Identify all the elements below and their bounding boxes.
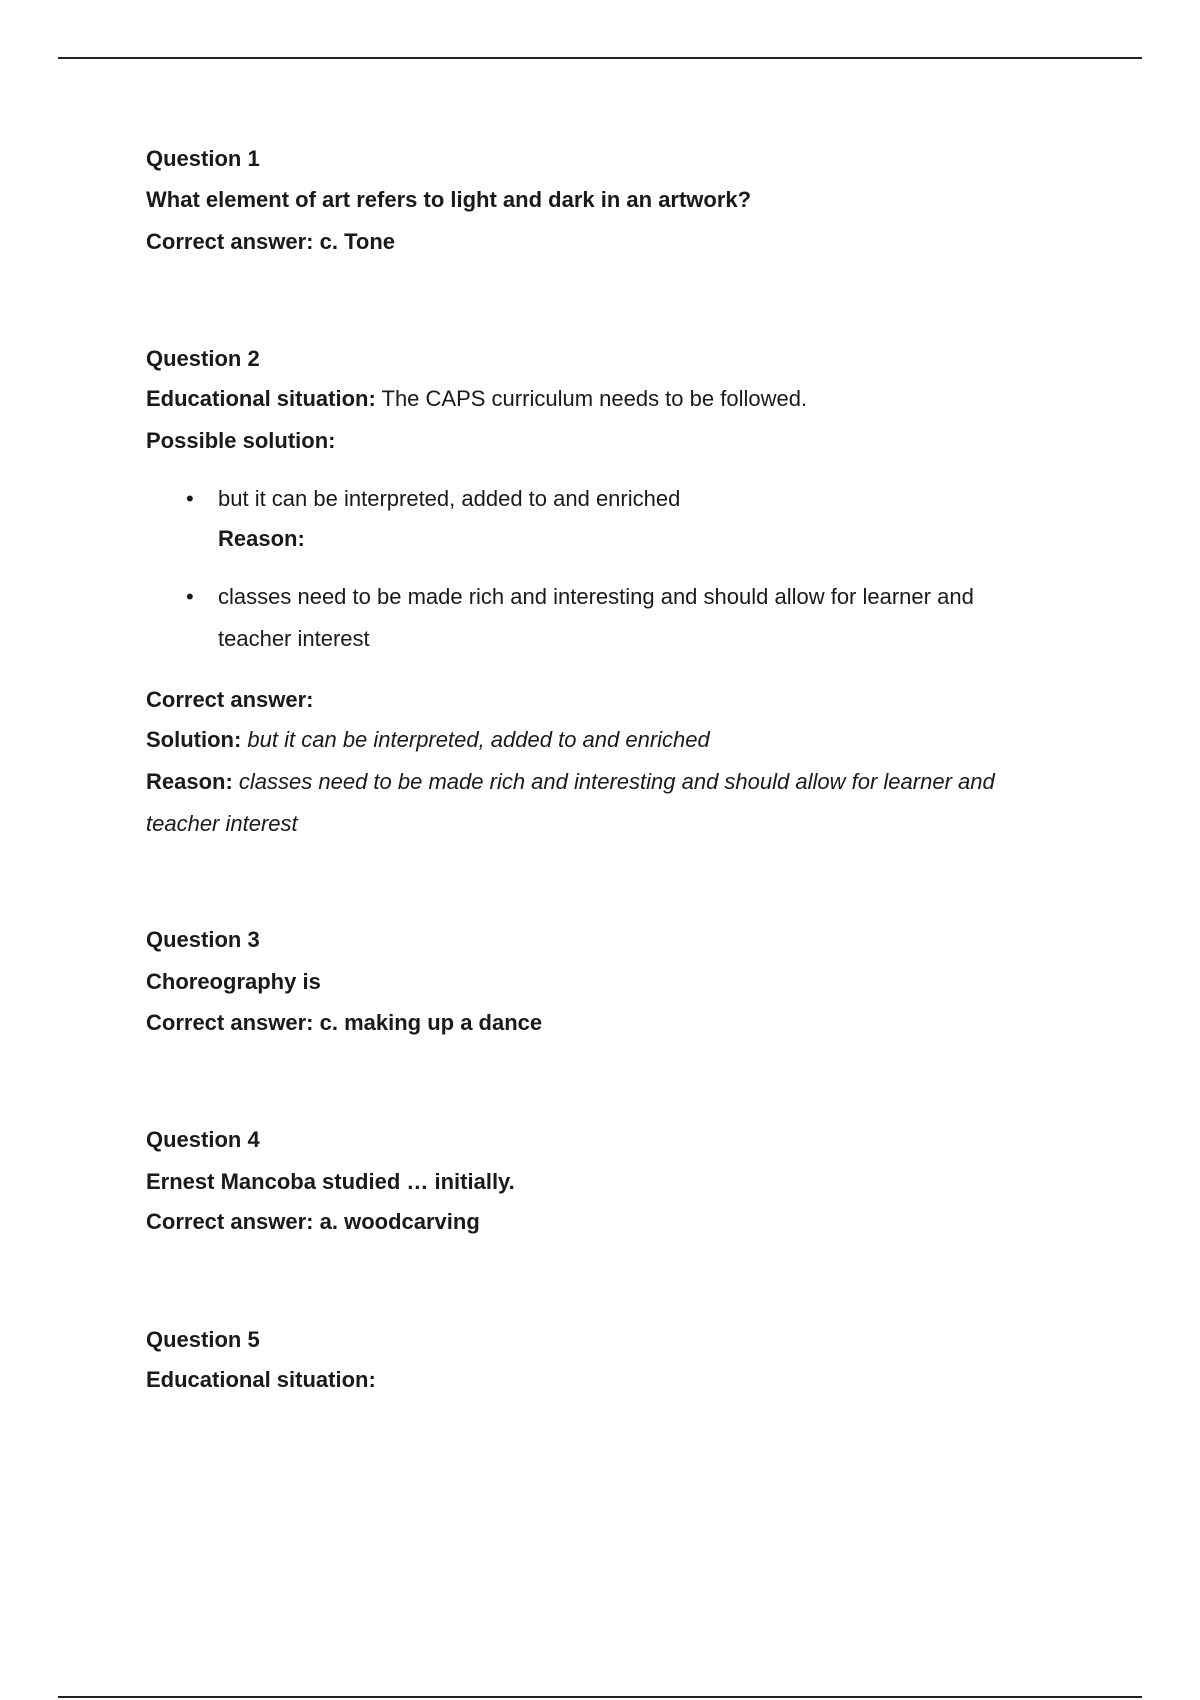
list-item: [146, 584, 1106, 654]
list-item: [146, 486, 1106, 556]
question-1-heading: Question 1: [146, 146, 260, 171]
reason-line: [146, 769, 995, 795]
question-2-situation: [146, 386, 807, 412]
question-5-situation-label: Educational situation:: [146, 1367, 376, 1392]
question-4-answer: Correct answer: a. woodcarving: [146, 1209, 480, 1234]
reason-text-continued: teacher interest: [146, 811, 298, 836]
question-5-heading: Question 5: [146, 1327, 260, 1352]
bullet-text: but it can be interpreted, added to and enriched: [218, 486, 681, 511]
question-1-answer: Correct answer: c. Tone: [146, 229, 395, 254]
question-3-answer: Correct answer: c. making up a dance: [146, 1010, 543, 1035]
bullet-text-line-2: teacher interest: [218, 626, 370, 651]
question-3-text: Choreography is: [146, 969, 321, 994]
bottom-rule: [58, 1696, 1142, 1698]
solution-line: [146, 727, 710, 753]
question-3-heading: Question 3: [146, 927, 260, 952]
question-1-text: What element of art refers to light and dark in an artwork?: [146, 187, 752, 212]
bullet-reason-label: Reason:: [218, 526, 305, 551]
solution-text: but it can be interpreted, added to and enriched: [241, 727, 710, 752]
question-4-heading: Question 4: [146, 1127, 260, 1152]
situation-text: The CAPS curriculum needs to be followed.: [375, 386, 808, 411]
reason-label: Reason:: [146, 769, 233, 794]
correct-answer-label: Correct answer:: [146, 687, 314, 712]
situation-label: Educational situation:: [146, 386, 376, 411]
top-rule: [58, 57, 1142, 59]
bullet-icon: •: [186, 584, 194, 609]
reason-text: classes need to be made rich and interesting and should allow for learner and: [232, 769, 995, 794]
question-2-heading: Question 2: [146, 346, 260, 371]
bullet-icon: •: [186, 486, 194, 511]
bullet-text-line-1: classes need to be made rich and interesting and should allow for learner and: [218, 584, 974, 609]
solution-label: Solution:: [146, 727, 242, 752]
question-4-text: Ernest Mancoba studied … initially.: [146, 1169, 515, 1194]
possible-solution-label: Possible solution:: [146, 428, 336, 453]
